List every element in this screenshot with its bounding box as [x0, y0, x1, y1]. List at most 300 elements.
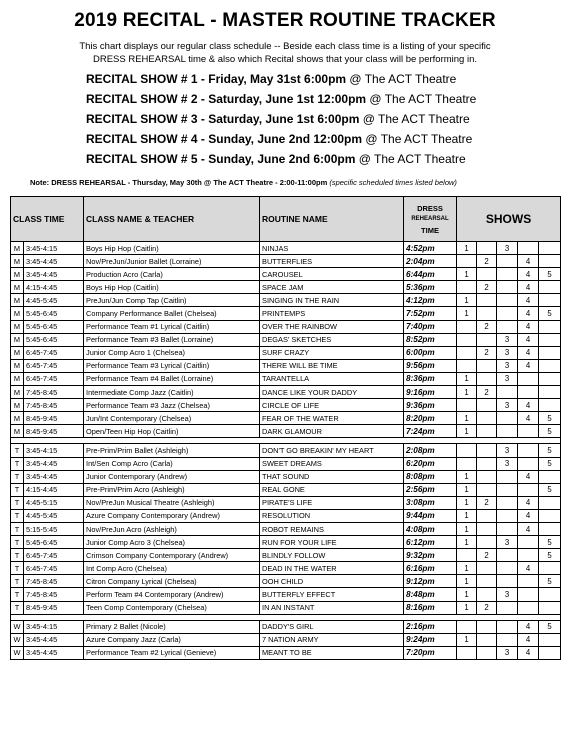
- dress-time-cell: 2:04pm: [404, 255, 457, 268]
- class-name-cell: Azure Company Jazz (Carla): [84, 633, 260, 646]
- show-cell-4: 4: [518, 307, 539, 320]
- show-cell-5: [539, 333, 561, 346]
- show-cell-2: [477, 483, 497, 496]
- show-cell-2: [477, 575, 497, 588]
- show-cell-1: 1: [457, 601, 477, 614]
- dress-time-cell: 6:12pm: [404, 536, 457, 549]
- show-cell-4: 4: [518, 346, 539, 359]
- show-cell-3: [497, 549, 518, 562]
- day-cell: T: [11, 444, 24, 457]
- routine-cell: BLINDLY FOLLOW: [260, 549, 404, 562]
- show-cell-1: 1: [457, 483, 477, 496]
- show-cell-5: [539, 359, 561, 372]
- table-row: [11, 268, 561, 281]
- show-cell-3: [497, 281, 518, 294]
- show-cell-3: [497, 386, 518, 399]
- show-cell-5: [539, 399, 561, 412]
- class-name-cell: Pre-Prim/Prim Ballet (Ashleigh): [84, 444, 260, 457]
- show-cell-5: 5: [539, 307, 561, 320]
- dress-time-cell: 8:20pm: [404, 412, 457, 425]
- dress-time-cell: 9:16pm: [404, 386, 457, 399]
- show-cell-2: [477, 646, 497, 659]
- header-class-time: CLASS TIME: [11, 197, 84, 242]
- show-cell-2: 2: [477, 549, 497, 562]
- table-row: [11, 346, 561, 359]
- show-name: RECITAL SHOW # 2 - Saturday, June 1st 12:00pm: [86, 92, 367, 106]
- table-row: [11, 549, 561, 562]
- show-cell-3: 3: [497, 359, 518, 372]
- time-cell: 3:45-4:45: [24, 268, 84, 281]
- show-cell-2: 2: [477, 255, 497, 268]
- table-row: [11, 372, 561, 385]
- show-name: RECITAL SHOW # 4 - Sunday, June 2nd 12:00pm: [86, 132, 363, 146]
- show-name: RECITAL SHOW # 5 - Sunday, June 2nd 6:00pm: [86, 152, 356, 166]
- routine-cell: SURF CRAZY: [260, 346, 404, 359]
- routine-cell: NINJAS: [260, 242, 404, 255]
- table-row: [11, 536, 561, 549]
- show-cell-3: 3: [497, 444, 518, 457]
- show-cell-3: [497, 601, 518, 614]
- show-cell-4: [518, 386, 539, 399]
- day-cell: T: [11, 470, 24, 483]
- show-cell-4: [518, 549, 539, 562]
- routine-cell: DARK GLAMOUR: [260, 425, 404, 438]
- show-cell-3: [497, 620, 518, 633]
- show-cell-3: [497, 307, 518, 320]
- time-cell: 3:45-4:15: [24, 242, 84, 255]
- show-cell-2: [477, 242, 497, 255]
- day-cell: M: [11, 242, 24, 255]
- class-name-cell: Performance Team #2 Lyrical (Genieve): [84, 646, 260, 659]
- show-cell-3: 3: [497, 457, 518, 470]
- routine-cell: FEAR OF THE WATER: [260, 412, 404, 425]
- show-cell-4: [518, 588, 539, 601]
- table-row: [11, 333, 561, 346]
- intro-text: [40, 40, 530, 66]
- class-name-cell: Performance Team #3 Jazz (Chelsea): [84, 399, 260, 412]
- dress-time-cell: 6:44pm: [404, 268, 457, 281]
- time-cell: 3:45-4:45: [24, 470, 84, 483]
- day-cell: M: [11, 399, 24, 412]
- show-cell-1: [457, 281, 477, 294]
- show-cell-4: [518, 425, 539, 438]
- show-cell-2: [477, 333, 497, 346]
- show-cell-1: 1: [457, 242, 477, 255]
- class-name-cell: Citron Company Lyrical (Chelsea): [84, 575, 260, 588]
- show-cell-2: [477, 536, 497, 549]
- day-cell: W: [11, 620, 24, 633]
- show-cell-5: [539, 588, 561, 601]
- routine-cell: OVER THE RAINBOW: [260, 320, 404, 333]
- show-4: [86, 129, 556, 149]
- class-name-cell: Performance Team #3 Ballet (Lorraine): [84, 333, 260, 346]
- show-cell-3: [497, 575, 518, 588]
- table-row: [11, 320, 561, 333]
- table-row: [11, 386, 561, 399]
- show-cell-1: [457, 457, 477, 470]
- show-cell-2: 2: [477, 346, 497, 359]
- show-cell-4: 4: [518, 333, 539, 346]
- class-name-cell: Junior Comp Acro 3 (Chelsea): [84, 536, 260, 549]
- show-cell-5: [539, 372, 561, 385]
- time-cell: 4:45-5:45: [24, 294, 84, 307]
- show-cell-2: [477, 633, 497, 646]
- dress-time-cell: 6:20pm: [404, 457, 457, 470]
- show-name: RECITAL SHOW # 3 - Saturday, June 1st 6:00pm: [86, 112, 360, 126]
- table-row: [11, 588, 561, 601]
- show-cell-3: [497, 562, 518, 575]
- routine-cell: DADDY'S GIRL: [260, 620, 404, 633]
- class-name-cell: Nov/PreJun Musical Theatre (Ashleigh): [84, 496, 260, 509]
- intro-line-2: DRESS REHEARSAL time & also which Recital shows that your class will be performing in.: [92, 54, 477, 65]
- day-cell: T: [11, 588, 24, 601]
- day-cell: T: [11, 575, 24, 588]
- time-cell: 4:45-5:15: [24, 496, 84, 509]
- show-cell-4: [518, 575, 539, 588]
- header-dress-1: DRESS: [417, 203, 443, 213]
- class-name-cell: Azure Company Contemporary (Andrew): [84, 509, 260, 522]
- dress-time-cell: 3:08pm: [404, 496, 457, 509]
- note-sub: (specific scheduled times listed below): [329, 178, 457, 187]
- dress-time-cell: 4:08pm: [404, 522, 457, 535]
- show-cell-2: 2: [477, 601, 497, 614]
- show-cell-3: 3: [497, 372, 518, 385]
- table-row: [11, 601, 561, 614]
- table-row: [11, 242, 561, 255]
- show-cell-2: [477, 457, 497, 470]
- day-cell: M: [11, 268, 24, 281]
- show-cell-1: [457, 549, 477, 562]
- show-cell-2: [477, 359, 497, 372]
- table-row: [11, 509, 561, 522]
- show-cell-5: [539, 509, 561, 522]
- show-cell-1: 1: [457, 294, 477, 307]
- show-venue: @ The ACT Theatre: [349, 72, 457, 86]
- show-cell-3: [497, 496, 518, 509]
- show-cell-1: 1: [457, 496, 477, 509]
- dress-time-cell: 4:12pm: [404, 294, 457, 307]
- show-cell-4: 4: [518, 281, 539, 294]
- routine-cell: PIRATE'S LIFE: [260, 496, 404, 509]
- time-cell: 6:45-7:45: [24, 562, 84, 575]
- routine-cell: THAT SOUND: [260, 470, 404, 483]
- show-cell-3: [497, 483, 518, 496]
- time-cell: 5:45-6:45: [24, 333, 84, 346]
- day-cell: T: [11, 522, 24, 535]
- show-cell-2: [477, 562, 497, 575]
- show-cell-1: [457, 333, 477, 346]
- dress-time-cell: 9:36pm: [404, 399, 457, 412]
- table-row: [11, 457, 561, 470]
- show-cell-3: 3: [497, 333, 518, 346]
- show-cell-4: 4: [518, 620, 539, 633]
- dress-time-cell: 7:40pm: [404, 320, 457, 333]
- show-cell-5: [539, 242, 561, 255]
- time-cell: 8:45-9:45: [24, 412, 84, 425]
- dress-time-cell: 6:16pm: [404, 562, 457, 575]
- class-name-cell: Performance Team #3 Lyrical (Caitlin): [84, 359, 260, 372]
- header-class-name: CLASS NAME & TEACHER: [84, 197, 260, 242]
- routine-cell: 7 NATION ARMY: [260, 633, 404, 646]
- show-cell-2: [477, 425, 497, 438]
- class-name-cell: Int/Sen Comp Acro (Carla): [84, 457, 260, 470]
- show-cell-5: 5: [539, 268, 561, 281]
- class-name-cell: Perform Team #4 Contemporary (Andrew): [84, 588, 260, 601]
- dress-time-cell: 9:56pm: [404, 359, 457, 372]
- show-cell-5: [539, 470, 561, 483]
- routine-cell: DON'T GO BREAKIN' MY HEART: [260, 444, 404, 457]
- table-row: [11, 562, 561, 575]
- show-cell-3: [497, 412, 518, 425]
- time-cell: 6:45-7:45: [24, 549, 84, 562]
- time-cell: 5:45-6:45: [24, 307, 84, 320]
- time-cell: 4:15-4:45: [24, 483, 84, 496]
- show-cell-5: 5: [539, 444, 561, 457]
- show-cell-3: [497, 633, 518, 646]
- time-cell: 3:45-4:45: [24, 646, 84, 659]
- day-cell: W: [11, 646, 24, 659]
- dress-time-cell: 8:36pm: [404, 372, 457, 385]
- show-cell-2: [477, 294, 497, 307]
- show-cell-2: 2: [477, 281, 497, 294]
- show-cell-5: [539, 633, 561, 646]
- day-cell: M: [11, 359, 24, 372]
- time-cell: 5:45-6:45: [24, 320, 84, 333]
- dress-time-cell: 7:52pm: [404, 307, 457, 320]
- class-name-cell: Nov/PreJun/Junior Ballet (Lorraine): [84, 255, 260, 268]
- show-cell-5: [539, 522, 561, 535]
- show-cell-2: [477, 620, 497, 633]
- show-cell-4: 4: [518, 320, 539, 333]
- class-name-cell: Intermediate Comp Jazz (Caitlin): [84, 386, 260, 399]
- show-cell-2: [477, 412, 497, 425]
- routine-cell: SINGING IN THE RAIN: [260, 294, 404, 307]
- dress-time-cell: 7:20pm: [404, 646, 457, 659]
- class-name-cell: PreJun/Jun Comp Tap (Caitlin): [84, 294, 260, 307]
- day-cell: M: [11, 281, 24, 294]
- show-cell-5: [539, 562, 561, 575]
- routine-cell: REAL GONE: [260, 483, 404, 496]
- show-cell-4: [518, 242, 539, 255]
- day-cell: M: [11, 333, 24, 346]
- table-row: [11, 294, 561, 307]
- show-cell-4: 4: [518, 399, 539, 412]
- routine-cell: DEGAS' SKETCHES: [260, 333, 404, 346]
- show-cell-3: 3: [497, 588, 518, 601]
- routine-cell: ROBOT REMAINS: [260, 522, 404, 535]
- header-shows: SHOWS: [457, 197, 561, 242]
- show-cell-4: [518, 483, 539, 496]
- show-cell-3: [497, 425, 518, 438]
- header-dress-2: REHEARSAL: [411, 215, 449, 222]
- table-row: [11, 646, 561, 659]
- time-cell: 8:45-9:45: [24, 601, 84, 614]
- routine-cell: RESOLUTION: [260, 509, 404, 522]
- show-cell-4: 4: [518, 255, 539, 268]
- class-name-cell: Jun/Int Contemporary (Chelsea): [84, 412, 260, 425]
- header-dress: [404, 197, 457, 242]
- routine-cell: BUTTERFLY EFFECT: [260, 588, 404, 601]
- show-cell-1: [457, 320, 477, 333]
- show-cell-5: 5: [539, 549, 561, 562]
- table-row: [11, 425, 561, 438]
- show-cell-1: 1: [457, 522, 477, 535]
- show-cell-2: [477, 268, 497, 281]
- show-venue: @ The ACT Theatre: [358, 152, 466, 166]
- show-cell-5: [539, 496, 561, 509]
- show-cell-1: 1: [457, 633, 477, 646]
- time-cell: 3:45-4:45: [24, 633, 84, 646]
- class-name-cell: Crimson Company Contemporary (Andrew): [84, 549, 260, 562]
- show-cell-3: [497, 320, 518, 333]
- time-cell: 6:45-7:45: [24, 359, 84, 372]
- class-name-cell: Performance Team #1 Lyrical (Caitlin): [84, 320, 260, 333]
- show-cell-5: [539, 281, 561, 294]
- show-cell-4: 4: [518, 470, 539, 483]
- show-cell-5: [539, 294, 561, 307]
- dress-time-cell: 6:00pm: [404, 346, 457, 359]
- show-cell-3: [497, 509, 518, 522]
- show-cell-3: [497, 522, 518, 535]
- class-name-cell: Production Acro (Carla): [84, 268, 260, 281]
- time-cell: 4:45-5:45: [24, 509, 84, 522]
- show-name: RECITAL SHOW # 1 - Friday, May 31st 6:00pm: [86, 72, 347, 86]
- table-row: [11, 412, 561, 425]
- day-cell: T: [11, 496, 24, 509]
- show-venue: @ The ACT Theatre: [365, 132, 473, 146]
- routine-cell: DEAD IN THE WATER: [260, 562, 404, 575]
- dress-time-cell: 8:48pm: [404, 588, 457, 601]
- show-3: [86, 109, 556, 129]
- routine-cell: MEANT TO BE: [260, 646, 404, 659]
- show-1: [86, 69, 556, 89]
- show-cell-2: [477, 399, 497, 412]
- show-cell-5: 5: [539, 425, 561, 438]
- dress-time-cell: 8:52pm: [404, 333, 457, 346]
- show-cell-4: [518, 444, 539, 457]
- day-cell: M: [11, 372, 24, 385]
- show-cell-4: [518, 457, 539, 470]
- class-name-cell: Primary 2 Ballet (Nicole): [84, 620, 260, 633]
- show-cell-1: [457, 346, 477, 359]
- show-cell-4: 4: [518, 268, 539, 281]
- show-cell-5: 5: [539, 412, 561, 425]
- dress-time-cell: 9:44pm: [404, 509, 457, 522]
- show-cell-3: 3: [497, 399, 518, 412]
- show-cell-1: 1: [457, 575, 477, 588]
- table-row: [11, 633, 561, 646]
- show-cell-1: [457, 359, 477, 372]
- dress-time-cell: 9:32pm: [404, 549, 457, 562]
- day-cell: T: [11, 536, 24, 549]
- show-cell-4: 4: [518, 294, 539, 307]
- time-cell: 3:45-4:45: [24, 255, 84, 268]
- class-name-cell: Open/Teen Hip Hop (Caitlin): [84, 425, 260, 438]
- class-name-cell: Junior Contemporary (Andrew): [84, 470, 260, 483]
- show-cell-4: 4: [518, 562, 539, 575]
- day-cell: M: [11, 412, 24, 425]
- time-cell: 3:45-4:15: [24, 444, 84, 457]
- show-cell-1: [457, 444, 477, 457]
- table-row: [11, 281, 561, 294]
- table-row: [11, 399, 561, 412]
- day-cell: M: [11, 320, 24, 333]
- class-name-cell: Teen Comp Contemporary (Chelsea): [84, 601, 260, 614]
- routine-cell: DANCE LIKE YOUR DADDY: [260, 386, 404, 399]
- show-cell-2: [477, 588, 497, 601]
- table-row: [11, 522, 561, 535]
- show-cell-1: 1: [457, 509, 477, 522]
- day-cell: T: [11, 457, 24, 470]
- time-cell: 7:45-8:45: [24, 386, 84, 399]
- show-cell-1: 1: [457, 307, 477, 320]
- dress-time-cell: 7:24pm: [404, 425, 457, 438]
- show-cell-5: [539, 320, 561, 333]
- show-cell-3: 3: [497, 536, 518, 549]
- table-row: [11, 444, 561, 457]
- dress-time-cell: 5:36pm: [404, 281, 457, 294]
- page-title: 2019 RECITAL - MASTER ROUTINE TRACKER: [74, 10, 496, 31]
- show-cell-3: [497, 470, 518, 483]
- show-cell-1: 1: [457, 425, 477, 438]
- show-cell-5: [539, 255, 561, 268]
- show-venue: @ The ACT Theatre: [369, 92, 477, 106]
- show-2: [86, 89, 556, 109]
- routine-cell: BUTTERFLIES: [260, 255, 404, 268]
- table-row: [11, 255, 561, 268]
- show-cell-5: 5: [539, 536, 561, 549]
- day-cell: M: [11, 294, 24, 307]
- header-routine: ROUTINE NAME: [260, 197, 404, 242]
- routine-cell: CIRCLE OF LIFE: [260, 399, 404, 412]
- show-cell-3: [497, 294, 518, 307]
- class-name-cell: Boys Hip Hop (Caitlin): [84, 242, 260, 255]
- show-cell-3: 3: [497, 346, 518, 359]
- table-row: [11, 483, 561, 496]
- show-cell-1: [457, 399, 477, 412]
- class-name-cell: Junior Comp Acro 1 (Chelsea): [84, 346, 260, 359]
- show-cell-2: 2: [477, 320, 497, 333]
- routine-cell: PRINTEMPS: [260, 307, 404, 320]
- show-cell-5: 5: [539, 457, 561, 470]
- show-cell-2: [477, 509, 497, 522]
- class-name-cell: Performance Team #4 Ballet (Lorraine): [84, 372, 260, 385]
- time-cell: 3:45-4:45: [24, 457, 84, 470]
- class-name-cell: Boys Hip Hop (Caitlin): [84, 281, 260, 294]
- time-cell: 7:45-8:45: [24, 588, 84, 601]
- show-cell-4: [518, 372, 539, 385]
- day-cell: M: [11, 307, 24, 320]
- show-cell-2: [477, 372, 497, 385]
- time-cell: 6:45-7:45: [24, 372, 84, 385]
- show-cell-5: 5: [539, 620, 561, 633]
- day-cell: T: [11, 562, 24, 575]
- day-cell: T: [11, 483, 24, 496]
- show-cell-5: 5: [539, 483, 561, 496]
- table-body: [11, 242, 561, 660]
- show-cell-3: 3: [497, 646, 518, 659]
- table-row: [11, 496, 561, 509]
- show-cell-3: 3: [497, 242, 518, 255]
- show-cell-1: [457, 646, 477, 659]
- show-cell-4: 4: [518, 633, 539, 646]
- show-cell-4: 4: [518, 646, 539, 659]
- intro-line-1: This chart displays our regular class schedule -- Beside each class time is a listing of your specific: [79, 41, 491, 52]
- show-cell-5: [539, 386, 561, 399]
- time-cell: 4:15-4:45: [24, 281, 84, 294]
- show-cell-4: 4: [518, 359, 539, 372]
- dress-time-cell: 2:08pm: [404, 444, 457, 457]
